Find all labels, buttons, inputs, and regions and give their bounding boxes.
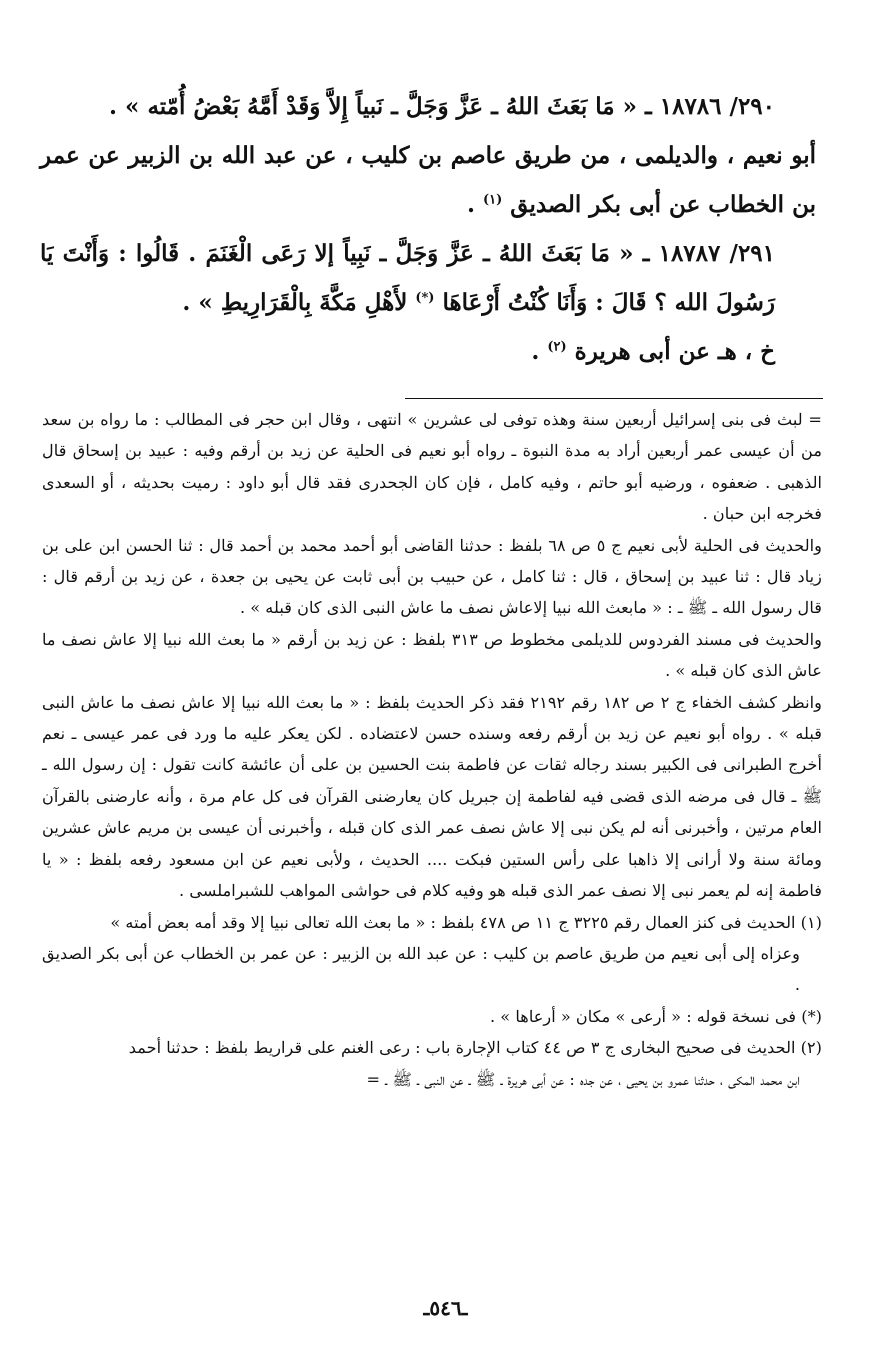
footnote-ref: (٢) bbox=[547, 339, 567, 355]
hadith-290 bbox=[40, 82, 830, 131]
footnote-paragraph: = لبث فى بنى إسرائيل أربعين سنة وهذه توفى لى عشرين » انتهى ، وقال ابن حجر فى المطالب : ما رواه بن سعد من أن عيسى عمر أربعين أراد به مدة النبوة ـ رواه أبو نعيم فى الحلية عن زيد بن أرقم وفيه : عبيد بن إسحاق قال الذهبى . ضعفوه ، ورضيه أبو حاتم ، وفيه كامل ، فإن كان الجحدرى فقد قال أبو داود : رميت بحديثه ، أو السعدى فخرجه ابن حبان . bbox=[42, 410, 822, 524]
page-number: ـ٥٤٦ـ bbox=[423, 1296, 468, 1320]
footnote-paragraph: والحديث فى الحلية لأبى نعيم ج ٥ ص ٦٨ بلفظ : حدثنا القاضى أبو أحمد محمد بن أحمد قال : ثنا الحسن ابن على بن زياد قال : ثنا عبيد بن إسحاق ، قال : ثنا كامل ، عن حبيب بن أبى ثابت عن يحيى بن جعدة ، عن زيد بن أرقم قال : قال رسول الله ـ ﷺ ـ : « مابعث الله نبيا إلاعاش نصف ما عاش النبى الذى كان قبله » . bbox=[42, 535, 822, 618]
footnote-2-line: ابن محمد المكى ، حدثنا عمرو بن يحيى ، عن جده : عن أبى هريرة ـ ﷺ ـ عن النبى ـ ﷺ ـ = bbox=[366, 1069, 800, 1089]
source-period: . bbox=[531, 338, 540, 365]
hadith-text-end: لأَهْلِ مَكَّةَ بِالْقَرَارِيطِ » . bbox=[182, 289, 408, 316]
source-period: . bbox=[466, 191, 475, 218]
hadith-text: « مَا بَعَثَ اللهُ ـ عَزَّ وَجَلَّ ـ نَبِياً إلا رَعَى الْغَنَمَ . قَالُوا : وَأَنْتَ يَا رَسُولَ الله ؟ قَالَ : وَأَنَا كُنْتُ أَرْعَاهَا bbox=[40, 240, 775, 316]
hadith-source: أبو نعيم ، والديلمى ، من طريق عاصم بن كليب ، عن عبد الله بن الزبير عن عمر بن الخطاب عن أبى بكر الصديق bbox=[40, 142, 816, 218]
footnote-paragraph: وانظر كشف الخفاء ج ٢ ص ١٨٢ رقم ٢١٩٢ فقد ذكر الحديث بلفظ : « ما بعث الله نبيا إلا عاش نصف ما عاش النبى قبله » . رواه أبو نعيم عن زيد بن أرقم رفعه وسنده حسن لاعتضاده . لكن يعكر عليه ما ورد فى عمر عيسى ـ نعم أخرج الطبرانى فى الكبير بسند رجاله ثقات عن فاطمة بنت الحسين بن على أن عائشة كانت تقول : إن رسول الله ـ ﷺ ـ قال فى مرضه الذى قضى فيه لفاطمة إن جبريل كان يعارضنى القرآن فى كل عام مرة ، وأنه عارضنى بالقرآن العام مرتين ، وأخبرنى أنه لم يكن نبى إلا عاش نصف عمر الذى كان قبله ، وأخبرنى أن عيسى بن مريم عاش عشرين ومائة سنة ولا أرانى إلا ذاهبا على رأس الستين فبكت .... الحديث ، ولأبى نعيم عن ابن مسعود رفعه بلفظ : « يا فاطمة إنه لم يعمر نبى إلا نصف عمر الذى قبله هو وفيه كلام فى حواشى المواهب للشبراملسى . bbox=[42, 692, 822, 901]
hadith-291 bbox=[40, 229, 830, 327]
footnote-star: (*) فى نسخة قوله : « أرعى » مكان « أرعاها » . bbox=[490, 1006, 822, 1026]
footnote-divider bbox=[405, 398, 823, 399]
hadith-number: ٢٩٠/ ١٨٧٨٦ ـ bbox=[644, 93, 775, 120]
footnote-2-line: (٢) الحديث فى صحيح البخارى ج ٣ ص ٤٤ كتاب الإجارة باب : رعى الغنم على قراريط بلفظ : حدثنا أحمد bbox=[128, 1038, 822, 1058]
hadith-number: ٢٩١/ ١٨٧٨٧ ـ bbox=[642, 240, 775, 267]
footnote-paragraph: والحديث فى مسند الفردوس للديلمى مخطوط ص ٣١٣ بلفظ : عن زيد بن أرقم « ما بعث الله نبيا إلا عاش نصف ما عاش الذى كان قبله » . bbox=[42, 629, 822, 681]
footnote-1-line: وعزاه إلى أبى نعيم من طريق عاصم بن كليب : عن عبد الله بن الزبير : عن عمر بن الخطاب عن أبى بكر الصديق . bbox=[42, 943, 800, 995]
footnote-1-line: (١) الحديث فى كنز العمال رقم ٣٢٢٥ ج ١١ ص ٤٧٨ بلفظ : « ما بعث الله تعالى نبيا إلا وقد أمه بعض أمته » bbox=[110, 912, 822, 932]
main-text bbox=[40, 82, 830, 376]
hadith-source: خ ، هـ عن أبى هريرة bbox=[574, 338, 775, 365]
variant-marker: (*) bbox=[415, 290, 435, 306]
footnote-ref: (١) bbox=[482, 192, 503, 208]
hadith-290-source bbox=[40, 131, 830, 229]
footnotes bbox=[42, 404, 822, 1095]
hadith-text: « مَا بَعَثَ اللهُ ـ عَزَّ وَجَلَّ ـ نَبياً إِلاَّ وَقَدْ أَمَّهُ بَعْضُ أُمّته » . bbox=[109, 93, 637, 120]
hadith-291-source bbox=[40, 327, 830, 376]
